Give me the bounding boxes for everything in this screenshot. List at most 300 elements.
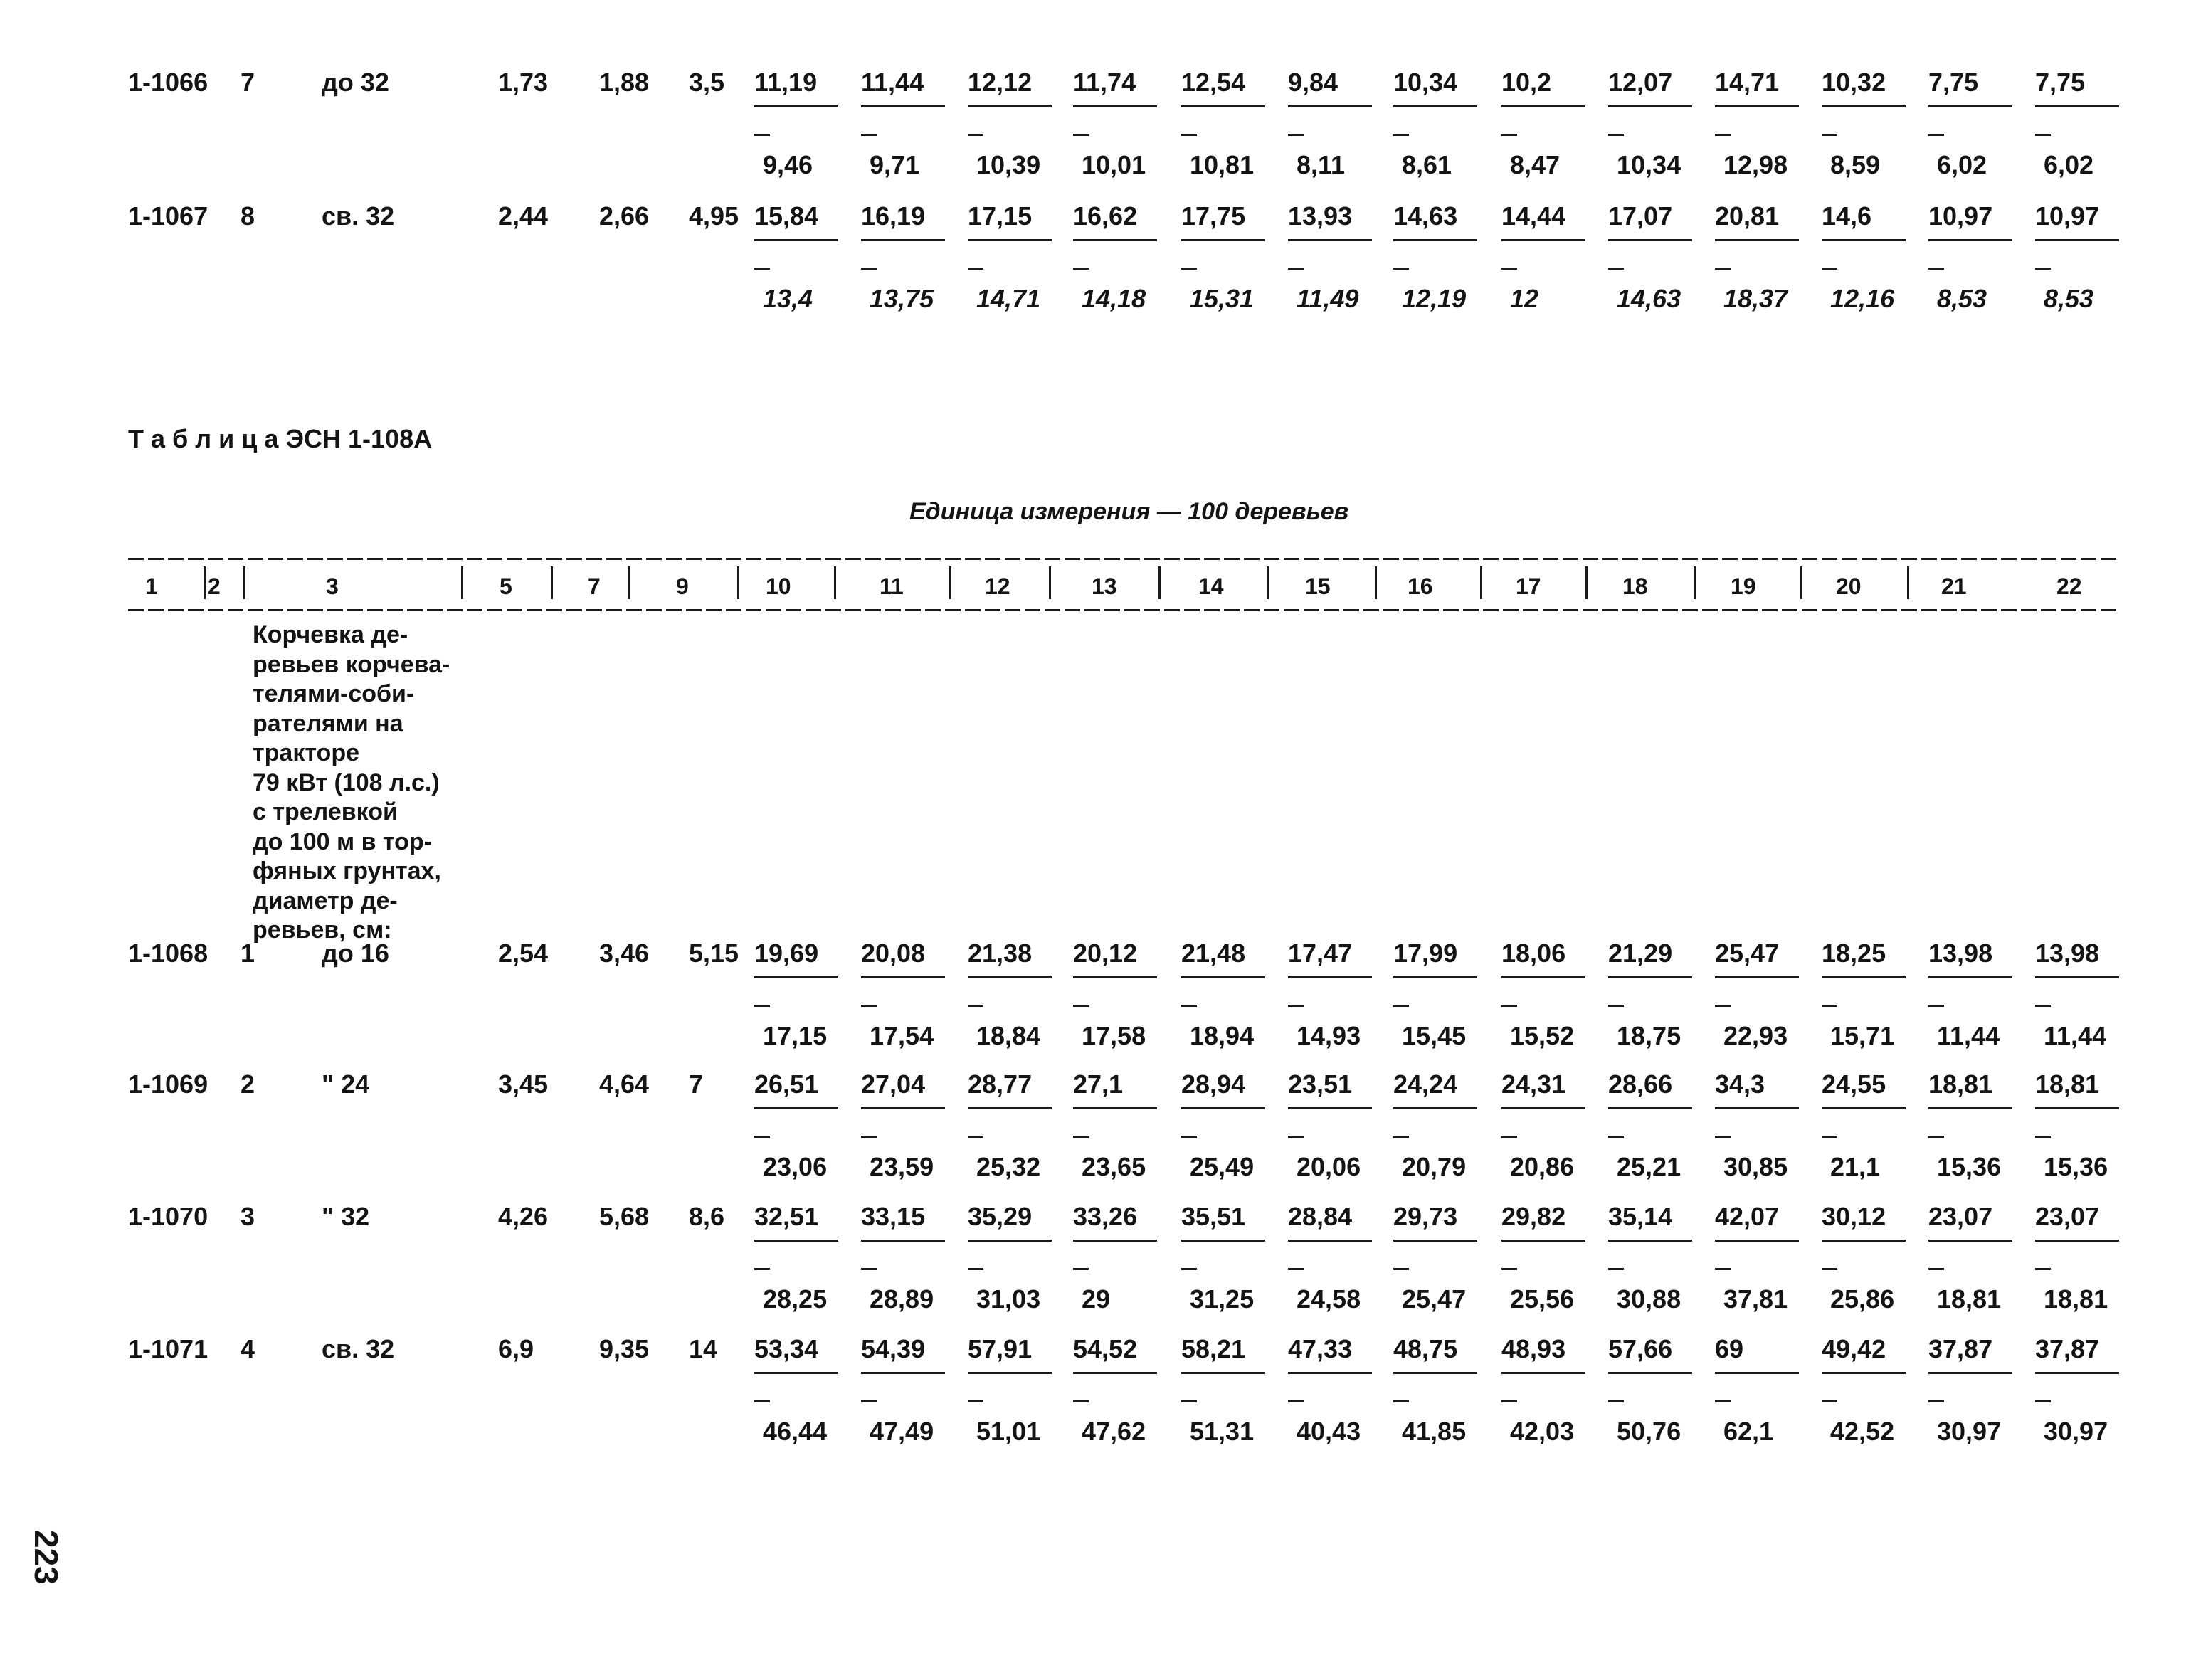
- fraction-bar: [754, 1107, 838, 1109]
- cell-col5: 2,54: [498, 939, 549, 968]
- fraction-numerator: 9,84: [1288, 68, 1338, 97]
- fraction-denominator: 42,03: [1510, 1417, 1575, 1446]
- fraction-bar: [1393, 239, 1477, 241]
- fraction-denominator: 9,71: [870, 150, 920, 179]
- fraction-bar: [1393, 1107, 1477, 1109]
- row-code: 1-1066: [128, 68, 208, 97]
- column-header: 18: [1622, 574, 1648, 599]
- fraction-denominator: 8,53: [1937, 284, 1987, 313]
- fraction-dash: [968, 1136, 983, 1138]
- fraction-numerator: 53,34: [754, 1334, 819, 1363]
- fraction-bar: [2035, 1240, 2119, 1242]
- fraction-dash: [861, 134, 877, 136]
- fraction-bar: [1181, 239, 1265, 241]
- fraction-dash: [1393, 1400, 1409, 1402]
- fraction-bar: [968, 239, 1052, 241]
- row-name: св. 32: [322, 1334, 395, 1363]
- fraction-denominator: 21,1: [1830, 1152, 1881, 1181]
- fraction-dash: [1393, 1268, 1409, 1270]
- fraction-dash: [1288, 1400, 1304, 1402]
- fraction-bar: [2035, 976, 2119, 978]
- fraction-numerator: 37,87: [2035, 1334, 2100, 1363]
- row-name: до 32: [322, 68, 389, 97]
- fraction-numerator: 10,97: [1928, 201, 1993, 231]
- fraction-bar: [861, 1372, 945, 1374]
- fraction-bar: [754, 976, 838, 978]
- fraction-bar: [1715, 1240, 1799, 1242]
- fraction-dash: [1715, 1136, 1731, 1138]
- row-number: 1: [241, 939, 255, 968]
- fraction-numerator: 20,12: [1073, 939, 1138, 968]
- fraction-bar: [2035, 239, 2119, 241]
- fraction-denominator: 17,58: [1082, 1021, 1146, 1050]
- table-title: Т а б л и ц а ЭСН 1-108А: [128, 424, 433, 453]
- fraction-denominator: 42,52: [1830, 1417, 1895, 1446]
- unit-caption: Единица измерения — 100 деревьев: [909, 498, 1349, 525]
- fraction-numerator: 49,42: [1822, 1334, 1886, 1363]
- fraction-dash: [1501, 268, 1517, 270]
- fraction-dash: [1393, 1005, 1409, 1007]
- fraction-dash: [1501, 1005, 1517, 1007]
- fraction-bar: [1928, 1240, 2012, 1242]
- fraction-denominator: 47,62: [1082, 1417, 1146, 1446]
- column-header: 1: [145, 574, 158, 599]
- column-header: 15: [1305, 574, 1331, 599]
- fraction-denominator: 14,63: [1617, 284, 1681, 313]
- cell-col5: 4,26: [498, 1202, 549, 1231]
- fraction-denominator: 25,86: [1830, 1284, 1895, 1314]
- header-separator: [1049, 566, 1051, 599]
- header-separator: [1907, 566, 1909, 599]
- fraction-numerator: 57,66: [1608, 1334, 1673, 1363]
- fraction-dash: [861, 1136, 877, 1138]
- fraction-bar: [1822, 1107, 1906, 1109]
- fraction-bar: [968, 1240, 1052, 1242]
- fraction-dash: [968, 1005, 983, 1007]
- fraction-denominator: 17,15: [763, 1021, 828, 1050]
- fraction-numerator: 27,04: [861, 1069, 926, 1099]
- header-separator: [949, 566, 951, 599]
- fraction-dash: [1608, 268, 1624, 270]
- fraction-numerator: 24,31: [1501, 1069, 1566, 1099]
- fraction-bar: [1073, 105, 1157, 107]
- row-code: 1-1071: [128, 1334, 208, 1363]
- fraction-dash: [1181, 268, 1197, 270]
- fraction-dash: [1073, 1400, 1089, 1402]
- header-separator: [1800, 566, 1802, 599]
- cell-col9: 8,6: [689, 1202, 725, 1231]
- fraction-denominator: 15,36: [1937, 1152, 2002, 1181]
- fraction-dash: [754, 1268, 770, 1270]
- fraction-numerator: 35,51: [1181, 1202, 1246, 1231]
- cell-col9: 4,95: [689, 201, 739, 231]
- fraction-bar: [1608, 239, 1692, 241]
- fraction-numerator: 54,39: [861, 1334, 926, 1363]
- fraction-bar: [1608, 976, 1692, 978]
- fraction-dash: [1822, 268, 1837, 270]
- fraction-numerator: 11,19: [754, 68, 818, 97]
- fraction-numerator: 10,2: [1501, 68, 1552, 97]
- fraction-dash: [1073, 1268, 1089, 1270]
- fraction-dash: [1608, 1400, 1624, 1402]
- row-number: 3: [241, 1202, 255, 1231]
- cell-col7: 4,64: [599, 1069, 650, 1099]
- fraction-denominator: 10,81: [1190, 150, 1255, 179]
- column-header: 19: [1731, 574, 1756, 599]
- fraction-bar: [1822, 976, 1906, 978]
- column-header: 20: [1836, 574, 1862, 599]
- fraction-bar: [1288, 1107, 1372, 1109]
- fraction-numerator: 10,34: [1393, 68, 1458, 97]
- fraction-denominator: 22,93: [1723, 1021, 1788, 1050]
- fraction-numerator: 17,99: [1393, 939, 1458, 968]
- fraction-numerator: 29,73: [1393, 1202, 1458, 1231]
- fraction-denominator: 6,02: [1937, 150, 1987, 179]
- fraction-dash: [968, 1400, 983, 1402]
- fraction-dash: [1822, 134, 1837, 136]
- fraction-bar: [968, 976, 1052, 978]
- cell-col7: 2,66: [599, 201, 650, 231]
- fraction-bar: [1928, 1372, 2012, 1374]
- fraction-denominator: 62,1: [1723, 1417, 1774, 1446]
- fraction-dash: [1181, 1268, 1197, 1270]
- fraction-dash: [861, 268, 877, 270]
- fraction-denominator: 8,59: [1830, 150, 1881, 179]
- fraction-dash: [1715, 268, 1731, 270]
- fraction-numerator: 28,84: [1288, 1202, 1353, 1231]
- fraction-denominator: 15,36: [2044, 1152, 2108, 1181]
- fraction-numerator: 28,94: [1181, 1069, 1246, 1099]
- fraction-numerator: 30,12: [1822, 1202, 1886, 1231]
- fraction-dash: [1181, 1400, 1197, 1402]
- fraction-numerator: 16,19: [861, 201, 926, 231]
- fraction-numerator: 35,14: [1608, 1202, 1673, 1231]
- fraction-dash: [2035, 134, 2051, 136]
- fraction-dash: [1928, 1400, 1944, 1402]
- fraction-dash: [861, 1400, 877, 1402]
- fraction-bar: [1393, 105, 1477, 107]
- fraction-bar: [1501, 239, 1585, 241]
- fraction-denominator: 15,52: [1510, 1021, 1575, 1050]
- fraction-dash: [1288, 1005, 1304, 1007]
- cell-col5: 1,73: [498, 68, 549, 97]
- fraction-dash: [1822, 1136, 1837, 1138]
- column-header: 16: [1408, 574, 1433, 599]
- fraction-numerator: 7,75: [2035, 68, 2086, 97]
- fraction-dash: [754, 1005, 770, 1007]
- fraction-bar: [1181, 976, 1265, 978]
- fraction-dash: [2035, 1400, 2051, 1402]
- row-name: до 16: [322, 939, 389, 968]
- fraction-denominator: 8,11: [1297, 150, 1346, 179]
- fraction-numerator: 48,93: [1501, 1334, 1566, 1363]
- fraction-numerator: 11,74: [1073, 68, 1136, 97]
- fraction-numerator: 15,84: [754, 201, 819, 231]
- fraction-numerator: 24,24: [1393, 1069, 1458, 1099]
- fraction-bar: [1501, 1240, 1585, 1242]
- fraction-bar: [1822, 1240, 1906, 1242]
- fraction-dash: [1608, 1136, 1624, 1138]
- fraction-denominator: 9,46: [763, 150, 813, 179]
- fraction-dash: [1073, 1136, 1089, 1138]
- header-separator: [204, 566, 206, 599]
- row-number: 8: [241, 201, 255, 231]
- fraction-denominator: 30,97: [2044, 1417, 2108, 1446]
- column-header: 21: [1941, 574, 1967, 599]
- fraction-denominator: 30,88: [1617, 1284, 1681, 1314]
- fraction-dash: [1181, 134, 1197, 136]
- fraction-bar: [1608, 1107, 1692, 1109]
- fraction-bar: [1928, 105, 2012, 107]
- cell-col7: 3,46: [599, 939, 650, 968]
- fraction-bar: [1393, 976, 1477, 978]
- fraction-dash: [1822, 1400, 1837, 1402]
- fraction-bar: [968, 1372, 1052, 1374]
- header-top-rule: [128, 558, 2121, 560]
- fraction-numerator: 12,07: [1608, 68, 1673, 97]
- cell-col9: 7: [689, 1069, 704, 1099]
- row-number: 4: [241, 1334, 255, 1363]
- fraction-denominator: 15,71: [1830, 1021, 1895, 1050]
- fraction-numerator: 17,75: [1181, 201, 1246, 231]
- column-header: 2: [208, 574, 221, 599]
- fraction-dash: [1288, 1136, 1304, 1138]
- fraction-denominator: 50,76: [1617, 1417, 1681, 1446]
- fraction-numerator: 47,33: [1288, 1334, 1353, 1363]
- column-header: 17: [1516, 574, 1541, 599]
- fraction-numerator: 69: [1715, 1334, 1744, 1363]
- fraction-numerator: 48,75: [1393, 1334, 1458, 1363]
- fraction-denominator: 10,01: [1082, 150, 1146, 179]
- fraction-numerator: 18,81: [2035, 1069, 2100, 1099]
- fraction-numerator: 21,38: [968, 939, 1033, 968]
- fraction-numerator: 24,55: [1822, 1069, 1886, 1099]
- header-separator: [1585, 566, 1588, 599]
- fraction-denominator: 15,45: [1402, 1021, 1467, 1050]
- fraction-denominator: 25,32: [976, 1152, 1041, 1181]
- fraction-numerator: 18,81: [1928, 1069, 1993, 1099]
- fraction-numerator: 29,82: [1501, 1202, 1566, 1231]
- fraction-dash: [1715, 1005, 1731, 1007]
- fraction-bar: [1501, 976, 1585, 978]
- fraction-numerator: 54,52: [1073, 1334, 1138, 1363]
- fraction-bar: [1608, 1372, 1692, 1374]
- fraction-dash: [754, 134, 770, 136]
- fraction-denominator: 31,03: [976, 1284, 1041, 1314]
- header-separator: [1480, 566, 1482, 599]
- row-code: 1-1067: [128, 201, 208, 231]
- fraction-numerator: 14,71: [1715, 68, 1780, 97]
- fraction-denominator: 13,75: [870, 284, 934, 313]
- row-code: 1-1069: [128, 1069, 208, 1099]
- fraction-bar: [2035, 1107, 2119, 1109]
- fraction-dash: [1501, 134, 1517, 136]
- fraction-bar: [1073, 1240, 1157, 1242]
- fraction-denominator: 23,59: [870, 1152, 934, 1181]
- fraction-denominator: 28,25: [763, 1284, 828, 1314]
- fraction-numerator: 32,51: [754, 1202, 819, 1231]
- column-header: 7: [588, 574, 601, 599]
- fraction-dash: [861, 1268, 877, 1270]
- header-separator: [461, 566, 463, 599]
- fraction-denominator: 51,31: [1190, 1417, 1255, 1446]
- fraction-denominator: 6,02: [2044, 150, 2094, 179]
- fraction-dash: [1608, 134, 1624, 136]
- fraction-bar: [968, 1107, 1052, 1109]
- fraction-denominator: 51,01: [976, 1417, 1041, 1446]
- fraction-dash: [1288, 1268, 1304, 1270]
- fraction-dash: [1073, 134, 1089, 136]
- cell-col5: 3,45: [498, 1069, 549, 1099]
- fraction-bar: [1288, 1372, 1372, 1374]
- fraction-bar: [1715, 239, 1799, 241]
- fraction-numerator: 21,29: [1608, 939, 1673, 968]
- fraction-dash: [2035, 1136, 2051, 1138]
- fraction-denominator: 20,79: [1402, 1152, 1467, 1181]
- column-header: 13: [1092, 574, 1117, 599]
- fraction-dash: [1181, 1136, 1197, 1138]
- fraction-bar: [861, 1107, 945, 1109]
- fraction-denominator: 18,84: [976, 1021, 1041, 1050]
- work-description: Корчевка де- ревьев корчева- телями-соби- рателями на тракторе 79 кВт (108 л.с.) с трелевкой до 100 м в тор- фяных грунтах, диаметр де- ревьев, см:: [253, 621, 450, 944]
- fraction-dash: [2035, 268, 2051, 270]
- fraction-bar: [1181, 1240, 1265, 1242]
- cell-col5: 2,44: [498, 201, 549, 231]
- fraction-denominator: 11,44: [2044, 1021, 2107, 1050]
- fraction-numerator: 14,44: [1501, 201, 1566, 231]
- row-name: " 24: [322, 1069, 370, 1099]
- cell-col9: 14: [689, 1334, 718, 1363]
- fraction-numerator: 26,51: [754, 1069, 819, 1099]
- fraction-dash: [1608, 1268, 1624, 1270]
- fraction-denominator: 12,19: [1402, 284, 1467, 313]
- fraction-bar: [1608, 105, 1692, 107]
- row-name: " 32: [322, 1202, 370, 1231]
- fraction-denominator: 23,65: [1082, 1152, 1146, 1181]
- fraction-bar: [1073, 1107, 1157, 1109]
- fraction-bar: [968, 105, 1052, 107]
- fraction-denominator: 25,47: [1402, 1284, 1467, 1314]
- fraction-bar: [1822, 105, 1906, 107]
- fraction-bar: [861, 1240, 945, 1242]
- fraction-denominator: 18,81: [1937, 1284, 2002, 1314]
- cell-col7: 5,68: [599, 1202, 650, 1231]
- header-separator: [1375, 566, 1377, 599]
- fraction-denominator: 31,25: [1190, 1284, 1255, 1314]
- fraction-denominator: 25,21: [1617, 1152, 1681, 1181]
- fraction-dash: [1393, 134, 1409, 136]
- fraction-dash: [1073, 268, 1089, 270]
- fraction-denominator: 12: [1510, 284, 1539, 313]
- fraction-bar: [1073, 239, 1157, 241]
- column-header: 14: [1198, 574, 1224, 599]
- fraction-bar: [1501, 1372, 1585, 1374]
- fraction-dash: [1288, 134, 1304, 136]
- fraction-denominator: 20,86: [1510, 1152, 1575, 1181]
- fraction-denominator: 8,47: [1510, 150, 1561, 179]
- fraction-bar: [1928, 1107, 2012, 1109]
- fraction-numerator: 12,54: [1181, 68, 1246, 97]
- fraction-numerator: 42,07: [1715, 1202, 1780, 1231]
- fraction-bar: [1181, 1372, 1265, 1374]
- fraction-denominator: 14,18: [1082, 284, 1146, 313]
- fraction-denominator: 10,34: [1617, 150, 1681, 179]
- header-separator: [1694, 566, 1696, 599]
- fraction-numerator: 14,63: [1393, 201, 1458, 231]
- fraction-bar: [1288, 239, 1372, 241]
- fraction-denominator: 41,85: [1402, 1417, 1467, 1446]
- fraction-bar: [1928, 976, 2012, 978]
- fraction-numerator: 11,44: [861, 68, 924, 97]
- column-header: 5: [500, 574, 512, 599]
- fraction-numerator: 33,26: [1073, 1202, 1138, 1231]
- fraction-bar: [754, 1240, 838, 1242]
- fraction-numerator: 18,06: [1501, 939, 1566, 968]
- fraction-bar: [1608, 1240, 1692, 1242]
- fraction-numerator: 17,15: [968, 201, 1033, 231]
- fraction-denominator: 11,49: [1297, 284, 1359, 313]
- fraction-dash: [1928, 268, 1944, 270]
- fraction-numerator: 23,07: [2035, 1202, 2100, 1231]
- cell-col7: 9,35: [599, 1334, 650, 1363]
- header-separator: [834, 566, 836, 599]
- fraction-dash: [2035, 1005, 2051, 1007]
- fraction-numerator: 23,07: [1928, 1202, 1993, 1231]
- fraction-dash: [1393, 1136, 1409, 1138]
- fraction-dash: [861, 1005, 877, 1007]
- fraction-numerator: 28,77: [968, 1069, 1033, 1099]
- row-name: св. 32: [322, 201, 395, 231]
- fraction-denominator: 18,94: [1190, 1021, 1255, 1050]
- fraction-bar: [1715, 976, 1799, 978]
- page-number: 223: [28, 1530, 65, 1585]
- fraction-bar: [1501, 105, 1585, 107]
- fraction-dash: [968, 268, 983, 270]
- fraction-bar: [1928, 239, 2012, 241]
- fraction-numerator: 10,32: [1822, 68, 1886, 97]
- fraction-dash: [1715, 1268, 1731, 1270]
- fraction-numerator: 28,66: [1608, 1069, 1673, 1099]
- fraction-numerator: 25,47: [1715, 939, 1780, 968]
- column-header: 10: [766, 574, 791, 599]
- row-number: 2: [241, 1069, 255, 1099]
- header-separator: [737, 566, 739, 599]
- fraction-bar: [1715, 1107, 1799, 1109]
- fraction-bar: [1822, 239, 1906, 241]
- column-header: 9: [676, 574, 689, 599]
- fraction-numerator: 35,29: [968, 1202, 1033, 1231]
- fraction-bar: [861, 976, 945, 978]
- fraction-numerator: 12,12: [968, 68, 1033, 97]
- fraction-dash: [1393, 268, 1409, 270]
- fraction-dash: [1928, 1136, 1944, 1138]
- fraction-numerator: 20,08: [861, 939, 926, 968]
- fraction-dash: [1928, 134, 1944, 136]
- fraction-denominator: 30,97: [1937, 1417, 2002, 1446]
- fraction-denominator: 12,98: [1723, 150, 1788, 179]
- cell-col5: 6,9: [498, 1334, 534, 1363]
- row-code: 1-1068: [128, 939, 208, 968]
- fraction-bar: [1073, 1372, 1157, 1374]
- fraction-bar: [1393, 1240, 1477, 1242]
- header-separator: [243, 566, 245, 599]
- fraction-bar: [754, 1372, 838, 1374]
- fraction-numerator: 23,51: [1288, 1069, 1353, 1099]
- fraction-bar: [1715, 105, 1799, 107]
- fraction-bar: [1181, 1107, 1265, 1109]
- row-number: 7: [241, 68, 255, 97]
- fraction-dash: [1715, 134, 1731, 136]
